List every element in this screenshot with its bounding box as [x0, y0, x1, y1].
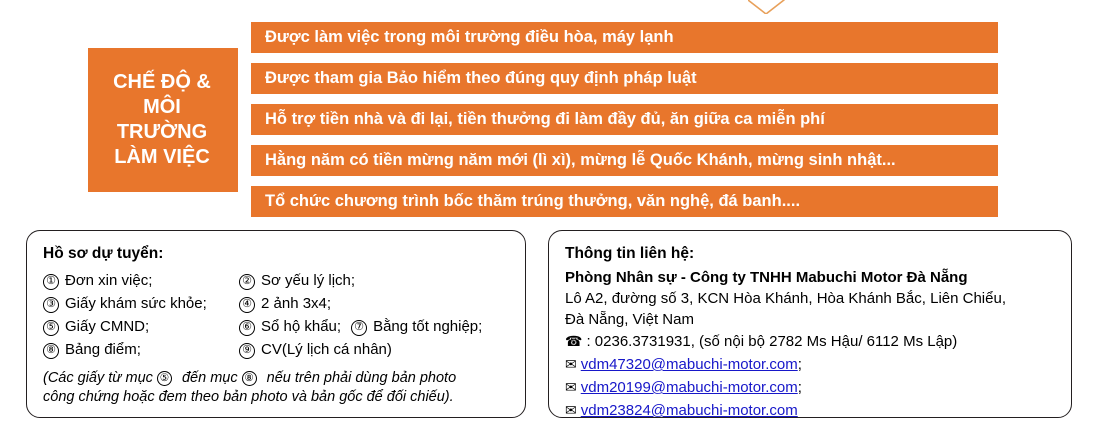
- envelope-icon: ✉: [565, 402, 577, 418]
- documents-note-line2: công chứng hoặc đem theo bản photo và bản gốc để đối chiếu).: [43, 389, 454, 405]
- document-item: [43, 292, 239, 315]
- list-number-icon: ④: [239, 297, 255, 313]
- documents-note-part1: (Các giấy từ mục: [43, 370, 153, 386]
- document-item-label: Bảng điểm;: [65, 341, 141, 358]
- email-link[interactable]: vdm20199@mabuchi-motor.com: [580, 379, 798, 396]
- document-item-label: Sổ hộ khẩu;: [261, 318, 342, 335]
- list-number-icon: ②: [239, 274, 255, 290]
- contact-address-line: Đà Nẵng, Việt Nam: [565, 311, 694, 328]
- contact-email[interactable]: [565, 353, 1055, 376]
- benefit-item: Tổ chức chương trình bốc thăm trúng thưởng, văn nghệ, đá banh....: [251, 186, 998, 217]
- document-item: [239, 338, 392, 361]
- document-item-label: Giấy khám sức khỏe;: [65, 295, 207, 312]
- list-number-icon: ①: [43, 274, 59, 290]
- list-number-icon: ⑧: [242, 371, 257, 386]
- documents-row: [43, 338, 509, 361]
- envelope-icon: ✉: [565, 379, 577, 395]
- benefits-title-line-2: MÔI: [143, 96, 181, 118]
- contact-email[interactable]: [565, 399, 1055, 422]
- contact-company: Phòng Nhân sự - Công ty TNHH Mabuchi Motor Đà Nẵng: [565, 269, 968, 286]
- contact-address-line: Lô A2, đường số 3, KCN Hòa Khánh, Hòa Khánh Bắc, Liên Chiểu,: [565, 290, 1006, 307]
- documents-heading: Hồ sơ dự tuyển:: [43, 245, 164, 262]
- list-number-icon: ⑨: [239, 343, 255, 359]
- telephone-icon: ☎: [565, 333, 583, 349]
- list-number-icon: ⑤: [43, 320, 59, 336]
- benefit-item: Được làm việc trong môi trường điều hòa, máy lạnh: [251, 22, 998, 53]
- documents-note: [43, 369, 509, 407]
- contact-heading: Thông tin liên hệ:: [565, 245, 695, 262]
- document-item: [239, 269, 355, 292]
- contact-phone: [565, 330, 1055, 353]
- document-item: [351, 315, 482, 338]
- documents-row: [43, 292, 509, 315]
- benefits-connector-line: [236, 48, 248, 192]
- document-item-label: Sơ yếu lý lịch;: [261, 272, 356, 289]
- benefits-title-line-3: TRƯỜNG: [116, 121, 208, 143]
- document-item: [43, 338, 239, 361]
- document-item-label: Bằng tốt nghiệp;: [373, 318, 483, 335]
- document-item-label: Giấy CMND;: [65, 318, 150, 335]
- document-item-label: CV(Lý lịch cá nhân): [261, 341, 392, 358]
- document-item: [239, 315, 341, 338]
- list-number-icon: ⑤: [157, 371, 172, 386]
- documents-list: [43, 269, 509, 361]
- list-number-icon: ⑦: [351, 320, 367, 336]
- documents-row: [43, 269, 509, 292]
- documents-note-part2: đến mục: [181, 370, 238, 386]
- contact-email[interactable]: [565, 376, 1055, 399]
- list-number-icon: ⑥: [239, 320, 255, 336]
- contact-box: [548, 230, 1072, 418]
- email-suffix: ;: [797, 379, 802, 396]
- list-number-icon: ③: [43, 297, 59, 313]
- document-item-label: 2 ảnh 3x4;: [261, 295, 332, 312]
- envelope-icon: ✉: [565, 356, 577, 372]
- arrow-fragment-icon: [748, 0, 788, 14]
- email-link[interactable]: vdm47320@mabuchi-motor.com: [580, 356, 798, 373]
- document-item: [43, 269, 239, 292]
- document-item: [239, 292, 331, 315]
- benefit-item: Hằng năm có tiền mừng năm mới (lì xì), mừng lễ Quốc Khánh, mừng sinh nhật...: [251, 145, 998, 176]
- list-number-icon: ⑧: [43, 343, 59, 359]
- benefits-title-line-4: LÀM VIỆC: [114, 146, 210, 168]
- benefits-list: [251, 22, 998, 217]
- benefit-item: Hỗ trợ tiền nhà và đi lại, tiền thưởng đi làm đầy đủ, ăn giữa ca miễn phí: [251, 104, 998, 135]
- email-link[interactable]: vdm23824@mabuchi-motor.com: [580, 402, 798, 419]
- benefits-title-line-1: CHẾ ĐỘ &: [113, 71, 211, 93]
- documents-row: [43, 315, 509, 338]
- email-suffix: ;: [797, 356, 802, 373]
- benefit-item: Được tham gia Bảo hiểm theo đúng quy định pháp luật: [251, 63, 998, 94]
- documents-box: [26, 230, 526, 418]
- benefits-title: [88, 48, 236, 192]
- document-item: [43, 315, 239, 338]
- document-item-label: Đơn xin việc;: [65, 272, 153, 289]
- contact-phone-label: : 0236.3731931, (số nội bộ 2782 Ms Hậu/ 6112 Ms Lập): [586, 333, 958, 350]
- documents-note-part3: nếu trên phải dùng bản photo: [266, 370, 457, 386]
- benefits-section: [88, 22, 998, 218]
